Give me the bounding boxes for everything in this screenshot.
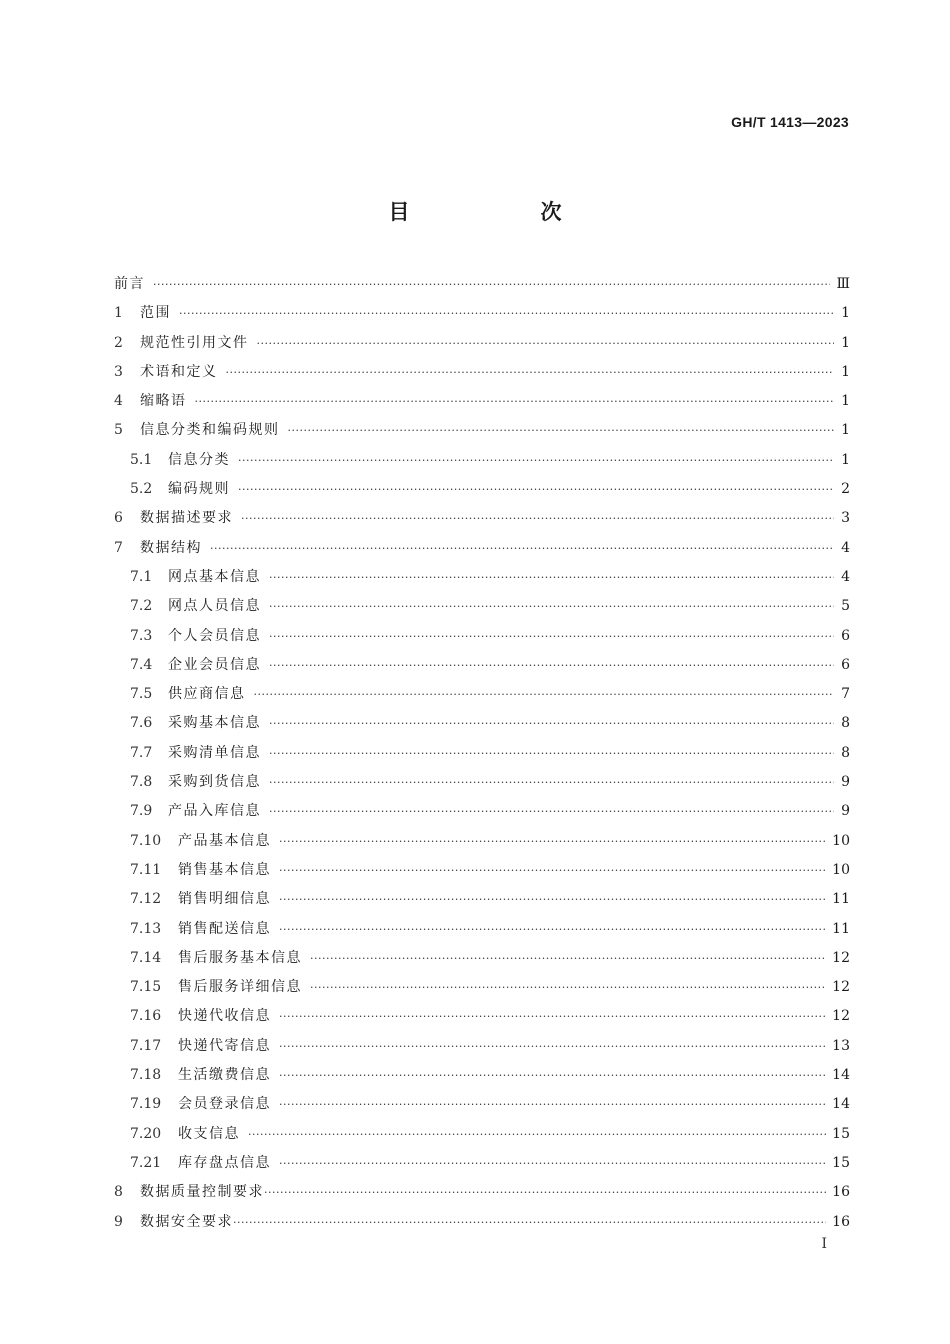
toc-entry-number: 7.18 [130, 1067, 162, 1084]
toc-entry-page: 1 [841, 451, 850, 468]
toc-entry-page: 7 [841, 686, 850, 703]
toc-entry-page: 2 [841, 481, 850, 498]
toc-entry-label: 供应商信息 [168, 686, 246, 703]
toc-entry-page: 15 [832, 1154, 850, 1171]
toc-entry-number: 5.1 [130, 451, 153, 468]
toc-entry-number: 9 [114, 1213, 123, 1230]
toc-entry-page: 13 [832, 1037, 850, 1054]
toc-dot-leader [269, 797, 834, 826]
toc-entry-label: 销售明细信息 [178, 891, 271, 908]
toc-entry[interactable] [114, 534, 850, 563]
toc-entry-label: 快递代收信息 [178, 1008, 271, 1025]
toc-dot-leader [269, 768, 834, 797]
toc-entry-page: 6 [841, 627, 850, 644]
toc-entry-page: 12 [832, 979, 850, 996]
toc-dot-leader [279, 1002, 826, 1031]
toc-dot-leader [279, 856, 826, 885]
toc-dot-leader [238, 446, 834, 475]
toc-entry-label: 信息分类 [168, 451, 230, 468]
toc-entry[interactable] [114, 1002, 850, 1031]
toc-entry-label: 产品基本信息 [178, 832, 271, 849]
toc-dot-leader [233, 1208, 826, 1237]
toc-entry-number: 7.3 [130, 627, 153, 644]
toc-entry-label: 采购到货信息 [168, 774, 261, 791]
toc-dot-leader [269, 622, 834, 651]
toc-dot-leader [195, 387, 835, 416]
toc-dot-leader [310, 973, 826, 1002]
toc-entry[interactable] [114, 709, 850, 738]
toc-dot-leader [241, 504, 834, 533]
toc-dot-leader [210, 534, 834, 563]
toc-entry-label: 编码规则 [168, 481, 230, 498]
toc-entry[interactable] [114, 504, 850, 533]
footer-page-number: I [821, 1236, 827, 1252]
toc-entry-label: 信息分类和编码规则 [140, 422, 280, 439]
toc-dot-leader [257, 329, 835, 358]
toc-entry-label: 数据质量控制要求 [140, 1184, 264, 1201]
toc-entry-page: Ⅲ [836, 276, 850, 292]
toc-dot-leader [264, 1178, 826, 1207]
toc-entry-page: 14 [832, 1096, 850, 1113]
toc-dot-leader [269, 709, 834, 738]
toc-entry[interactable] [114, 797, 850, 826]
toc-entry-page: 15 [832, 1125, 850, 1142]
toc-entry[interactable] [114, 1032, 850, 1061]
toc-entry-number: 7.8 [130, 774, 153, 791]
toc-dot-leader [279, 1032, 826, 1061]
toc-dot-leader [226, 358, 835, 387]
toc-entry-label: 销售配送信息 [178, 920, 271, 937]
toc-entry-number: 7.14 [130, 949, 162, 966]
toc-entry-number: 7.12 [130, 891, 162, 908]
toc-entry-label: 规范性引用文件 [140, 334, 249, 351]
toc-entry-number: 5 [114, 422, 123, 439]
toc-entry-page: 16 [832, 1213, 850, 1230]
toc-entry[interactable] [114, 563, 850, 592]
toc-entry-number: 7.9 [130, 803, 153, 820]
toc-entry[interactable] [114, 358, 850, 387]
toc-entry-number: 5.2 [130, 481, 153, 498]
toc-entry-number: 3 [114, 363, 123, 380]
toc-entry[interactable] [114, 1090, 850, 1119]
toc-dot-leader [269, 592, 834, 621]
toc-entry-number: 7 [114, 539, 123, 556]
toc-entry-page: 14 [832, 1067, 850, 1084]
toc-entry-number: 7.10 [130, 832, 162, 849]
toc-entry[interactable] [114, 915, 850, 944]
toc-entry-label: 快递代寄信息 [178, 1037, 271, 1054]
toc-entry-label: 库存盘点信息 [178, 1154, 271, 1171]
toc-entry[interactable] [114, 299, 850, 328]
toc-entry-page: 11 [832, 891, 850, 908]
toc-entry-label: 前言 [114, 276, 145, 292]
toc-entry-label: 采购基本信息 [168, 715, 261, 732]
toc-entry-number: 7.1 [130, 568, 153, 585]
toc-entry-label: 采购清单信息 [168, 744, 261, 761]
toc-entry-page: 8 [841, 715, 850, 732]
toc-dot-leader [310, 944, 826, 973]
toc-entry[interactable] [114, 827, 850, 856]
toc-entry-page: 10 [832, 832, 850, 849]
toc-entry-page: 3 [841, 510, 850, 527]
toc-entry[interactable] [114, 270, 850, 299]
toc-entry-label: 生活缴费信息 [178, 1067, 271, 1084]
toc-entry-number: 7.4 [130, 656, 153, 673]
toc-entry[interactable] [114, 739, 850, 768]
toc-entry[interactable] [114, 329, 850, 358]
toc-entry-number: 7.11 [130, 861, 162, 878]
toc-dot-leader [288, 416, 835, 445]
toc-dot-leader [279, 1090, 826, 1119]
toc-entry-page: 10 [832, 861, 850, 878]
toc-entry-page: 8 [841, 744, 850, 761]
toc-entry-page: 4 [841, 539, 850, 556]
toc-entry-page: 6 [841, 656, 850, 673]
toc-entry-page: 16 [832, 1184, 850, 1201]
toc-entry[interactable] [114, 592, 850, 621]
toc-entry-number: 8 [114, 1184, 123, 1201]
toc-entry[interactable] [114, 1149, 850, 1178]
toc-entry[interactable] [114, 475, 850, 504]
toc-entry[interactable] [114, 387, 850, 416]
toc-entry-label: 网点人员信息 [168, 598, 261, 615]
toc-entry-page: 1 [841, 393, 850, 410]
toc-entry-page: 12 [832, 1008, 850, 1025]
toc-entry-number: 4 [114, 393, 123, 410]
toc-dot-leader [279, 1061, 826, 1090]
toc-entry-label: 术语和定义 [140, 363, 218, 380]
toc-dot-leader [279, 1149, 826, 1178]
toc-entry-label: 数据结构 [140, 539, 202, 556]
toc-entry-number: 6 [114, 510, 123, 527]
toc-entry[interactable] [114, 416, 850, 445]
toc-entry-label: 销售基本信息 [178, 861, 271, 878]
toc-entry-number: 7.17 [130, 1037, 162, 1054]
toc-entry-label: 网点基本信息 [168, 568, 261, 585]
toc-dot-leader [279, 915, 826, 944]
toc-entry[interactable] [114, 622, 850, 651]
toc-entry-page: 1 [841, 422, 850, 439]
table-of-contents [114, 270, 850, 1237]
toc-entry-page: 11 [832, 920, 850, 937]
toc-entry-page: 1 [841, 363, 850, 380]
toc-entry-label: 个人会员信息 [168, 627, 261, 644]
toc-dot-leader [248, 1120, 826, 1149]
toc-entry-page: 9 [841, 774, 850, 791]
toc-entry-number: 7.19 [130, 1096, 162, 1113]
toc-entry-number: 7.6 [130, 715, 153, 732]
toc-entry[interactable] [114, 856, 850, 885]
toc-entry-number: 7.20 [130, 1125, 162, 1142]
toc-entry[interactable] [114, 1120, 850, 1149]
toc-entry-label: 缩略语 [140, 393, 187, 410]
toc-entry[interactable] [114, 680, 850, 709]
toc-entry-number: 7.21 [130, 1154, 162, 1171]
toc-dot-leader [269, 739, 834, 768]
toc-entry-number: 7.16 [130, 1008, 162, 1025]
toc-entry[interactable] [114, 651, 850, 680]
toc-entry-number: 7.15 [130, 979, 162, 996]
toc-entry-page: 12 [832, 949, 850, 966]
toc-dot-leader [269, 563, 834, 592]
toc-entry-label: 范围 [140, 305, 171, 322]
toc-entry[interactable] [114, 1208, 850, 1237]
toc-dot-leader [179, 299, 834, 328]
toc-entry-number: 7.7 [130, 744, 153, 761]
toc-dot-leader [254, 680, 835, 709]
toc-entry[interactable] [114, 885, 850, 914]
page-title: 目 次 [388, 200, 617, 224]
toc-dot-leader [279, 827, 826, 856]
toc-entry-number: 7.13 [130, 920, 162, 937]
toc-dot-leader [269, 651, 834, 680]
toc-dot-leader [153, 270, 830, 299]
toc-entry-number: 2 [114, 334, 123, 351]
toc-entry-label: 产品入库信息 [168, 803, 261, 820]
toc-entry-number: 7.2 [130, 598, 153, 615]
toc-entry-number: 1 [114, 305, 123, 322]
toc-entry[interactable] [114, 1061, 850, 1090]
toc-entry-page: 9 [841, 803, 850, 820]
toc-entry-label: 数据描述要求 [140, 510, 233, 527]
toc-entry[interactable] [114, 1178, 850, 1207]
toc-entry-page: 1 [841, 305, 850, 322]
toc-entry-page: 5 [841, 598, 850, 615]
toc-entry-label: 会员登录信息 [178, 1096, 271, 1113]
toc-entry[interactable] [114, 973, 850, 1002]
toc-entry-label: 售后服务基本信息 [178, 949, 302, 966]
toc-dot-leader [238, 475, 834, 504]
toc-entry-page: 4 [841, 568, 850, 585]
toc-entry-label: 企业会员信息 [168, 656, 261, 673]
toc-dot-leader [279, 885, 826, 914]
standard-code: GH/T 1413—2023 [731, 114, 849, 130]
toc-entry-page: 1 [841, 334, 850, 351]
toc-entry[interactable] [114, 768, 850, 797]
toc-entry-label: 售后服务详细信息 [178, 979, 302, 996]
toc-entry-label: 数据安全要求 [140, 1213, 233, 1230]
toc-entry[interactable] [114, 944, 850, 973]
toc-entry-label: 收支信息 [178, 1125, 240, 1142]
toc-entry-number: 7.5 [130, 686, 153, 703]
toc-entry[interactable] [114, 446, 850, 475]
